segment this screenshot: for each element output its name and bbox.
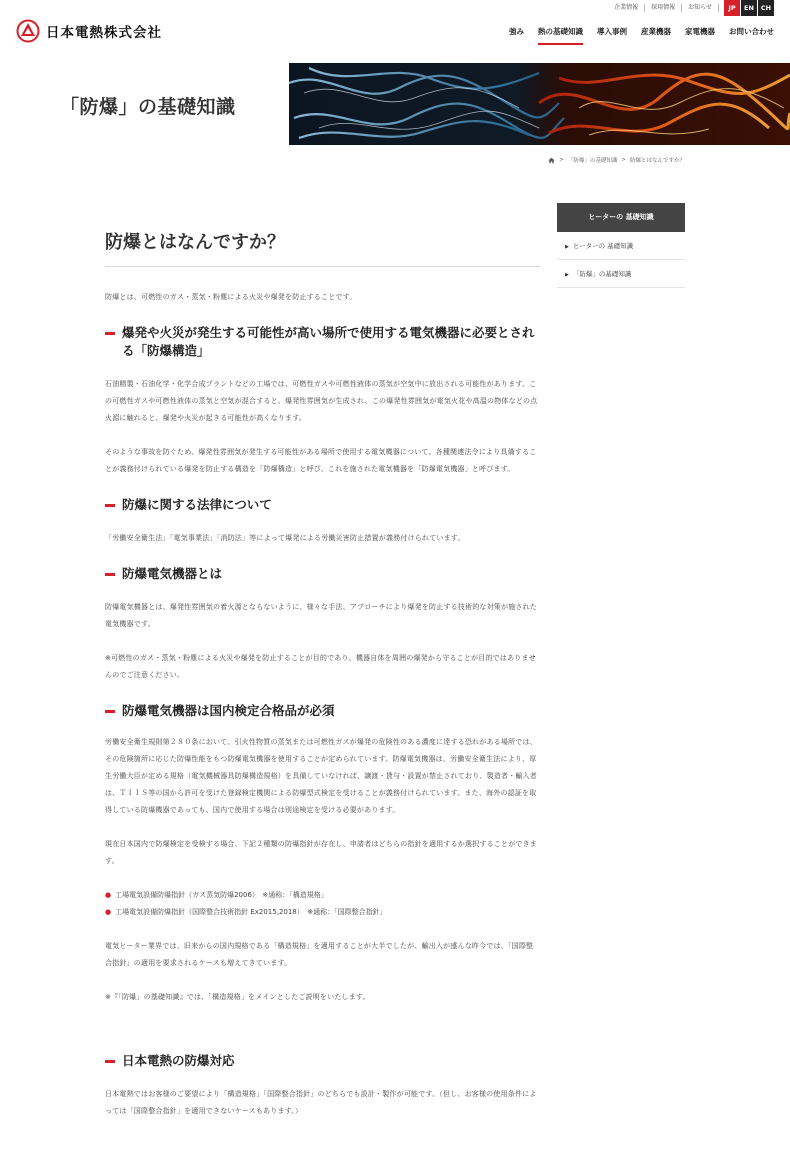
sidebar-title: ヒーターの 基礎知識 <box>557 203 685 232</box>
section-heading-text: 日本電熱の防爆対応 <box>122 1053 235 1068</box>
company-name: 日本電熱株式会社 <box>46 25 162 41</box>
caret-right-icon: ▶ <box>565 244 569 250</box>
global-nav <box>495 26 774 45</box>
paragraph: 電気ヒーター業界では、旧来からの国内規格である「構造規格」を適用することが大半でしたが、輸出入が盛んな昨今では、「国際整合指針」の適用を要求されるケースも増えてきています。 <box>105 942 534 967</box>
nav-appliances[interactable]: 家電機器 <box>685 27 715 36</box>
smoke-fire-image <box>289 63 790 145</box>
sidebar <box>557 203 685 288</box>
section-heading <box>105 702 540 720</box>
heading-marker <box>105 504 115 507</box>
nav-industrial[interactable]: 産業機器 <box>641 27 671 36</box>
heading-marker <box>105 1060 115 1063</box>
sidebar-item-label: 「防爆」の基礎知識 <box>572 270 632 278</box>
section-heading <box>105 496 540 514</box>
lang-ch-button[interactable]: CH <box>758 0 774 16</box>
sidebar-item-bakuhatsu[interactable] <box>557 260 685 288</box>
section-heading <box>105 565 540 583</box>
hero-image <box>289 63 790 145</box>
bullet-icon: ● <box>105 891 112 899</box>
paragraph: 防爆電気機器とは、爆発性雰囲気の着火源とならないように、様々な手法、アプローチにより爆発を防止する技術的な対策が施された電気機器です。 <box>105 603 537 628</box>
nav-heat-knowledge[interactable]: 熱の基礎知識 <box>538 26 583 45</box>
breadcrumb-separator: > <box>621 157 626 163</box>
lang-jp-button[interactable]: JP <box>724 0 740 16</box>
paragraph: そのような事故を防ぐため、爆発性雰囲気が発生する可能性がある場所で使用する電気機器について、各種関連法令により具備することが義務付けられている爆発を防止する構造を「防爆構造」と呼び、これを施された電気機器を「防爆電気機器」と呼びます。 <box>105 448 537 473</box>
bullet-icon: ● <box>105 908 112 916</box>
breadcrumb-item-current: 防爆とはなんですか？ <box>629 158 685 164</box>
hero-title: 「防爆」の基礎知識 <box>60 96 236 118</box>
sidebar-item-label: ヒーターの 基礎知識 <box>572 242 634 250</box>
article <box>105 222 540 1120</box>
section-heading-text: 爆発や火災が発生する可能性が高い場所で使用する電気機器に必要とされる「防爆構造」 <box>122 325 535 358</box>
paragraph: ※『「防爆」の基礎知識』では、「構造規格」をメインとしたご説明をいたします。 <box>105 993 370 1001</box>
paragraph: 日本電熱ではお客様のご要望により「構造規格」「国際整合指針」のどちらでも設計・製作が可能です。（但し、お客様の使用条件によっては「国際整合指針」を適用できないケースもあります。） <box>105 1090 537 1115</box>
heading-marker <box>105 573 115 576</box>
section-heading-text: 防爆電気機器は国内検定合格品が必須 <box>122 703 335 718</box>
nav-contact[interactable]: お問い合わせ <box>729 27 774 36</box>
site-header <box>0 0 790 60</box>
list-item: ● 工場電気設備防爆指針（ガス蒸気防爆2006） ※通称：「構造規格」 <box>105 891 328 899</box>
paragraph: 労働安全衛生規則第２８０条において、引火性物質の蒸気または可燃性ガスが爆発の危険性のある濃度に達する恐れがある場所では、その危険箇所に応じた防爆性能をもつ防爆電気機器を使用することが定められています。防爆電気機器は、労働安全衛生法により、厚生労働大臣が定める規格（電気機械器具防爆構造規格）を具備していなければ、譲渡・貸与・設置が禁止されており、製造者・輸入者は、ＴＩＩＳ等の国から許可を受けた登録検定機関による防爆型式検定を受けることが義務付けられています。また、海外の認証を取得している防爆機器であっても、国内で使用する場合は別途検定を受ける必要があります。 <box>105 738 537 814</box>
section-heading <box>105 324 540 360</box>
lang-en-button[interactable]: EN <box>741 0 757 16</box>
logo-mark-icon <box>16 19 40 43</box>
utility-nav <box>608 0 774 16</box>
home-icon[interactable] <box>548 157 555 164</box>
breadcrumb-item-bakuhatsu[interactable]: 「防爆」の基礎知識 <box>567 158 618 164</box>
section-heading-text: 防爆に関する法律について <box>122 497 272 512</box>
utility-link-recruit[interactable]: 採用情報 <box>645 4 682 12</box>
page-title: 防爆とはなんですか？ <box>105 222 540 267</box>
sidebar-item-heater[interactable] <box>557 232 685 260</box>
nav-strengths[interactable]: 強み <box>509 27 524 36</box>
section-heading-text: 防爆電気機器とは <box>122 566 223 581</box>
caret-right-icon: ▶ <box>565 272 569 278</box>
nav-case-studies[interactable]: 導入事例 <box>597 27 627 36</box>
list-item: ● 工場電気設備防爆指針（国際整合技術指針 Ex2015,2018） ※通称：「国際整合指針」 <box>105 908 387 916</box>
guideline-list <box>105 887 540 921</box>
paragraph: 「労働安全衛生法」「電気事業法」「消防法」等によって爆発による労働災害防止措置が義務付けられています。 <box>105 534 465 542</box>
section-heading <box>105 1052 540 1070</box>
intro-text: 防爆とは、可燃性のガス・蒸気・粉塵による火災や爆発を防止することです。 <box>105 293 357 301</box>
paragraph: 現在日本国内で防爆検定を受検する場合、下記２種類の防爆指針が存在し、申請者はどちらの指針を適用するか選択することができます。 <box>105 840 537 865</box>
heading-marker <box>105 710 115 713</box>
breadcrumb <box>548 156 685 164</box>
heading-marker <box>105 332 115 335</box>
paragraph: ※可燃性のガス・蒸気・粉塵による火災や爆発を防止することが目的であり、機器自体を周囲の爆発から守ることが目的ではありませんのでご注意ください。 <box>105 654 536 679</box>
utility-link-company[interactable]: 企業情報 <box>608 4 645 12</box>
breadcrumb-separator: > <box>559 157 564 163</box>
company-logo[interactable] <box>16 19 162 43</box>
paragraph: 石油精製・石油化学・化学合成プラントなどの工場では、可燃性ガスや可燃性液体の蒸気が空気中に放出される可能性があります。この可燃性ガスや可燃性液体の蒸気と空気が混合すると、爆発性雰囲気が生成され、この爆発性雰囲気が電気火花や高温の物体などの点火源に触れると、爆発や火災が起きる可能性が高くなります。 <box>105 380 538 422</box>
utility-link-news[interactable]: お知らせ <box>682 4 719 12</box>
